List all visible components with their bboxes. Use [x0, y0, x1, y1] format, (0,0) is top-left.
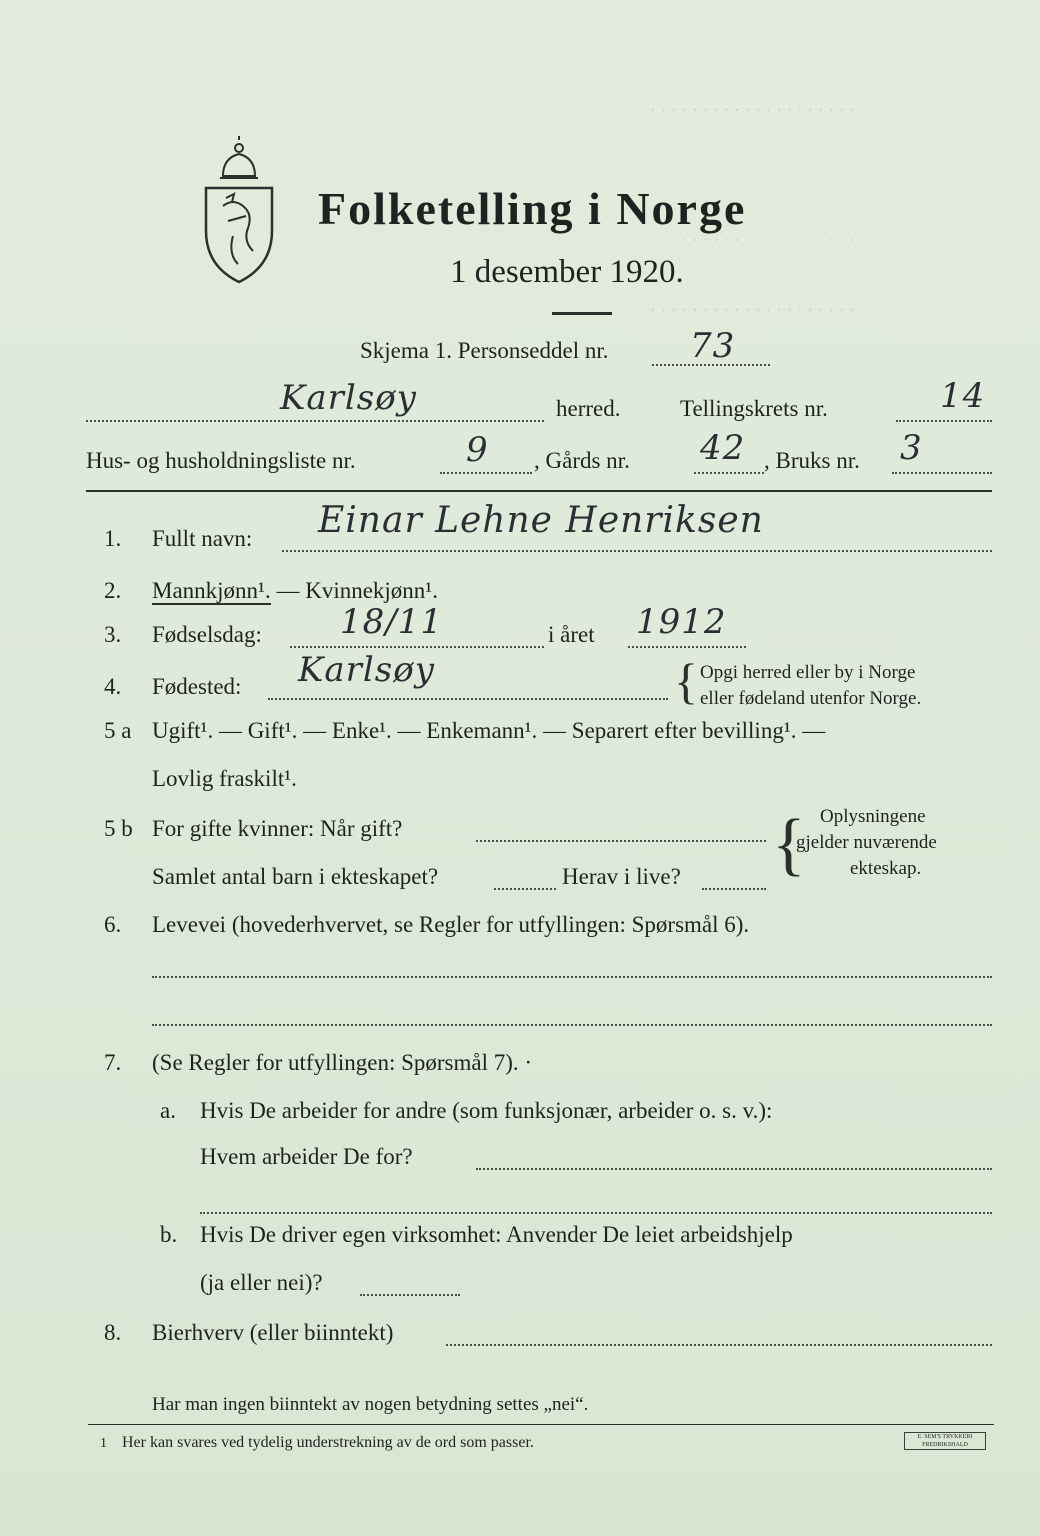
- q6-dotted-line-2[interactable]: [152, 1024, 992, 1026]
- footnote-text: Her kan svares ved tydelig understrekning av de ord som passer.: [122, 1434, 534, 1451]
- herred-label: herred.: [556, 396, 621, 421]
- q8-dotted-line[interactable]: [446, 1344, 992, 1346]
- bruks-dotted-line: [892, 472, 992, 474]
- husholdningsliste-label: Hus- og husholdningsliste nr.: [86, 448, 356, 473]
- q5b-number: 5 b: [104, 816, 133, 841]
- birth-year-value[interactable]: 1912: [636, 602, 727, 642]
- full-name-value[interactable]: Einar Lehne Henriksen: [318, 500, 764, 541]
- footnote-divider: [88, 1424, 994, 1425]
- q5b-married-when-label: For gifte kvinner: Når gift?: [152, 816, 403, 841]
- bruks-value[interactable]: 3: [900, 428, 923, 468]
- q7a-dotted-line-1[interactable]: [476, 1168, 992, 1170]
- gards-dotted-line: [694, 472, 764, 474]
- q3-dotted-line: [290, 646, 544, 648]
- q7b-dotted-line[interactable]: [360, 1294, 460, 1296]
- printer-stamp: E. SEM'S TRYKKERI FREDRIKSHALD: [904, 1432, 986, 1450]
- gards-label: , Gårds nr.: [534, 448, 630, 473]
- herred-value[interactable]: Karlsøy: [280, 378, 417, 418]
- tellingskrets-dotted-line: [896, 420, 992, 422]
- marital-status-options[interactable]: Ugift¹. — Gift¹. — Enke¹. — Enkemann¹. — Separert efter bevilling¹. —: [152, 718, 826, 743]
- female-option[interactable]: Kvinnekjønn¹.: [305, 578, 438, 603]
- bleed-through-text: · · · · · · · · · · · · · · · · · · · ·: [650, 230, 856, 250]
- birthplace-value[interactable]: Karlsøy: [298, 650, 435, 690]
- q4-note-line1: Opgi herred eller by i Norge: [700, 662, 916, 683]
- q7a-line1: Hvis De arbeider for andre (som funksjonær, arbeider o. s. v.):: [200, 1098, 773, 1123]
- gender-separator: —: [270, 578, 306, 603]
- q4-number: 4.: [104, 674, 122, 699]
- bleed-through-text: · · · · · · · · · · · · · · · · · · · ·: [650, 300, 856, 320]
- q4-note-line2: eller fødeland utenfor Norge.: [700, 688, 922, 709]
- q4-dotted-line: [268, 698, 668, 700]
- gards-value[interactable]: 42: [700, 428, 746, 468]
- year-label: i året: [548, 622, 595, 647]
- q5b-note-line2: gjelder nuværende: [796, 832, 937, 853]
- header-divider: [86, 490, 992, 492]
- husholdningsliste-dotted-line: [440, 472, 532, 474]
- q4-brace: {: [674, 653, 698, 709]
- male-option[interactable]: Mannkjønn¹.: [152, 578, 271, 603]
- q5b-alive-label: Herav i live?: [562, 864, 681, 889]
- q5b-note-line1: Oplysningene: [820, 806, 926, 827]
- herred-dotted-line: [86, 420, 544, 422]
- tellingskrets-label: Tellingskrets nr.: [680, 396, 828, 421]
- q7a-dotted-line-2[interactable]: [200, 1212, 992, 1214]
- marital-status-divorced[interactable]: Lovlig fraskilt¹.: [152, 766, 297, 791]
- title-rule: [552, 312, 612, 315]
- q5b-note-line3: ekteskap.: [850, 858, 922, 879]
- q7a-letter: a.: [160, 1098, 176, 1123]
- q7-number: 7.: [104, 1050, 122, 1075]
- q7b-line1: Hvis De driver egen virksomhet: Anvender De leiet arbeidshjelp: [200, 1222, 793, 1247]
- q8-label: Bierhverv (eller biinntekt): [152, 1320, 394, 1345]
- bleed-through-text: · · · · · · · · · · · · · · · · · · · ·: [650, 100, 856, 120]
- birthdate-value[interactable]: 18/11: [340, 602, 443, 642]
- norwegian-coat-of-arms-icon: [198, 136, 280, 286]
- year-dotted-line: [628, 646, 746, 648]
- footnote-mark: 1: [100, 1436, 107, 1451]
- q7b-letter: b.: [160, 1222, 178, 1247]
- q7-label: (Se Regler for utfyllingen: Spørsmål 7). ·: [152, 1050, 533, 1075]
- q3-label: Fødselsdag:: [152, 622, 262, 647]
- q8-note: Har man ingen biinntekt av nogen betydning settes „nei“.: [152, 1394, 589, 1415]
- q5b-married-when-dotted-line: [476, 840, 766, 842]
- q7a-line2: Hvem arbeider De for?: [200, 1144, 413, 1169]
- husholdningsliste-value[interactable]: 9: [466, 430, 489, 470]
- tellingskrets-value[interactable]: 14: [940, 376, 986, 416]
- q5b-children-label: Samlet antal barn i ekteskapet?: [152, 864, 439, 889]
- form-title: Folketelling i Norge: [318, 183, 747, 234]
- q3-number: 3.: [104, 622, 122, 647]
- q8-number: 8.: [104, 1320, 122, 1345]
- q6-dotted-line-1[interactable]: [152, 976, 992, 978]
- q1-label: Fullt navn:: [152, 526, 253, 551]
- q5a-number: 5 a: [104, 718, 132, 743]
- census-date: 1 desember 1920.: [450, 254, 684, 290]
- q2-number: 2.: [104, 578, 122, 603]
- q1-dotted-line: [282, 550, 992, 552]
- q5b-children-dotted-line: [494, 888, 556, 890]
- q7b-line2: (ja eller nei)?: [200, 1270, 323, 1295]
- q5b-brace: {: [772, 806, 806, 883]
- q4-label: Fødested:: [152, 674, 242, 699]
- q1-number: 1.: [104, 526, 122, 551]
- bruks-label: , Bruks nr.: [764, 448, 860, 473]
- q6-label: Levevei (hovederhvervet, se Regler for utfyllingen: Spørsmål 6).: [152, 912, 750, 937]
- q6-number: 6.: [104, 912, 122, 937]
- skjema-label: Skjema 1. Personseddel nr.: [360, 338, 609, 363]
- q5b-alive-dotted-line: [702, 888, 766, 890]
- gender-options: [152, 578, 438, 604]
- skjema-number-value[interactable]: 73: [690, 326, 736, 366]
